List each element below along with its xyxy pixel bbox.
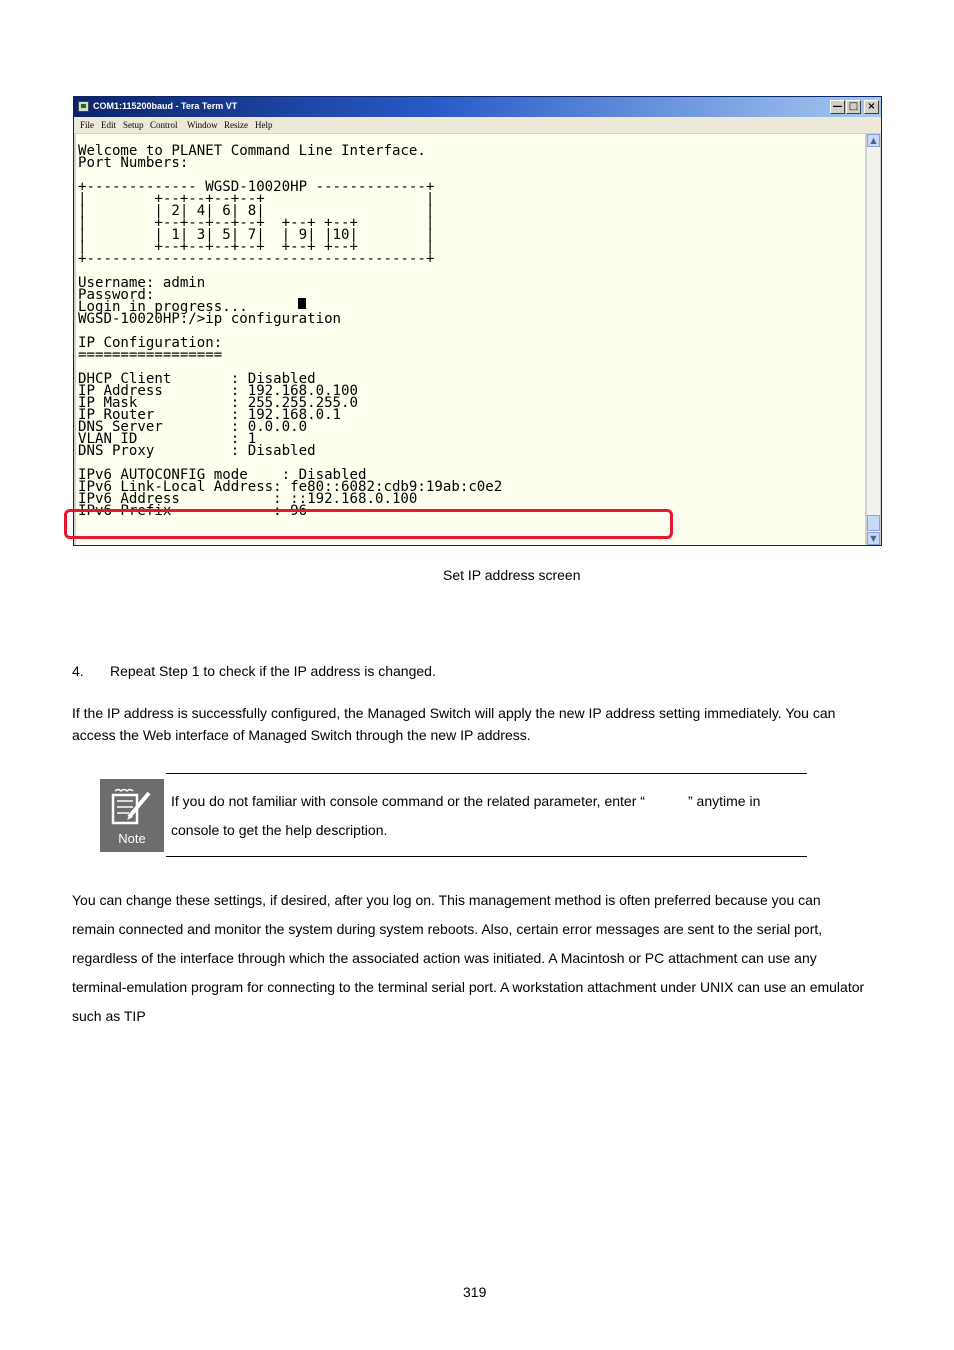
step-text: Repeat Step 1 to check if the IP address is changed. xyxy=(110,663,436,679)
terminal-line: Login in progress... xyxy=(78,299,248,315)
minimize-icon: — xyxy=(832,101,843,112)
maximize-icon: □ xyxy=(848,101,859,112)
terminal-line: | +--+--+--+--+ +--+ +--+ | xyxy=(78,239,435,255)
terminal-app-icon xyxy=(78,101,89,112)
paragraph-line: such as TIP xyxy=(72,1008,146,1024)
terminal-line: IPv6 Address : ::192.168.0.100 xyxy=(78,491,418,507)
note-text: If you do not familiar with console command or the related parameter, enter “ xyxy=(171,793,645,809)
notepad-pencil-icon xyxy=(109,787,155,827)
note-text: ” anytime in xyxy=(688,793,761,809)
terminal-line: IPv6 Link-Local Address: fe80::6082:cdb9:19ab:c0e2 xyxy=(78,479,503,495)
scroll-up-button[interactable] xyxy=(867,134,880,147)
terminal-line: IP Router : 192.168.0.1 xyxy=(78,407,342,423)
menu-window[interactable]: Window xyxy=(187,120,218,130)
menu-setup[interactable]: Setup xyxy=(123,120,144,130)
terminal-line: +----------------------------------------+ xyxy=(78,251,435,267)
terminal-line: Username: admin xyxy=(78,275,206,291)
title-bar[interactable] xyxy=(74,97,881,117)
note-icon xyxy=(100,779,164,852)
terminal-line: VLAN ID : 1 xyxy=(78,431,257,447)
terminal-line: DNS Proxy : Disabled xyxy=(78,443,316,459)
terminal-line: DNS Server : 0.0.0.0 xyxy=(78,419,308,435)
terminal-line: IP Address : 192.168.0.100 xyxy=(78,383,359,399)
menu-file[interactable]: File xyxy=(80,120,95,130)
paragraph-line: terminal-emulation program for connecting to the terminal serial port. A workstation attachment under UNIX can use an emulator xyxy=(72,979,865,995)
terminal-line: Welcome to PLANET Command Line Interface. xyxy=(78,143,426,159)
terminal-window xyxy=(73,96,882,546)
terminal-line: | +--+--+--+--+ | xyxy=(78,191,435,207)
highlight-annotation xyxy=(64,509,673,539)
menu-resize[interactable]: Resize xyxy=(224,120,248,130)
terminal-line: IPv6 AUTOCONFIG mode : Disabled xyxy=(78,467,367,483)
menu-edit[interactable]: Edit xyxy=(101,120,116,130)
terminal-line: ================= xyxy=(78,347,223,363)
terminal-screen[interactable] xyxy=(76,134,865,545)
terminal-line: IPv6 Prefix : 96 xyxy=(78,503,308,519)
terminal-line: +------------- WGSD-10020HP -------------+ xyxy=(78,179,435,195)
paragraph-line: If the IP address is successfully configured, the Managed Switch will apply the new IP address setting immediately. You can xyxy=(72,705,836,721)
paragraph-line: remain connected and monitor the system during system reboots. Also, certain error messages are sent to the serial port, xyxy=(72,921,823,937)
note-bottom-rule xyxy=(166,856,807,857)
paragraph-line: regardless of the interface through which the associated action was initiated. A Macintosh or PC attachment can use any xyxy=(72,950,817,966)
terminal-line: IP Mask : 255.255.255.0 xyxy=(78,395,359,411)
menu-bar xyxy=(74,117,881,133)
scrollbar-thumb[interactable] xyxy=(867,515,880,531)
step-number: 4. xyxy=(72,663,84,679)
close-icon: × xyxy=(867,101,876,112)
terminal-cursor xyxy=(298,298,306,309)
terminal-line: IP Configuration: xyxy=(78,335,223,351)
minimize-button[interactable] xyxy=(830,100,845,114)
chevron-up-icon: ▲ xyxy=(870,136,877,145)
figure-caption: Set IP address screen xyxy=(443,567,581,583)
terminal-line: Port Numbers: xyxy=(78,155,189,171)
paragraph-line: access the Web interface of Managed Switch through the new IP address. xyxy=(72,727,531,743)
terminal-line: | | 2| 4| 6| 8| | xyxy=(78,203,435,219)
chevron-down-icon: ▼ xyxy=(870,534,877,543)
menu-control[interactable]: Control xyxy=(150,120,178,130)
note-text: console to get the help description. xyxy=(171,822,388,838)
maximize-button[interactable] xyxy=(846,100,861,114)
window-title: COM1:115200baud - Tera Term VT xyxy=(93,101,238,111)
terminal-line: | +--+--+--+--+ +--+ +--+ | xyxy=(78,215,435,231)
scroll-down-button[interactable] xyxy=(867,532,880,545)
terminal-line: DHCP Client : Disabled xyxy=(78,371,316,387)
menu-help[interactable]: Help xyxy=(255,120,273,130)
note-top-rule xyxy=(166,773,807,774)
terminal-line: | | 1| 3| 5| 7| | 9| |10| | xyxy=(78,227,435,243)
page-number: 319 xyxy=(463,1284,487,1300)
note-label: Note xyxy=(118,831,146,846)
terminal-line: WGSD-10020HP:/>ip configuration xyxy=(78,311,342,327)
terminal-line: Password: xyxy=(78,287,155,303)
vertical-scrollbar[interactable] xyxy=(866,134,880,545)
paragraph-line: You can change these settings, if desired, after you log on. This management method is often preferred because you can xyxy=(72,892,821,908)
close-button[interactable] xyxy=(864,100,879,114)
